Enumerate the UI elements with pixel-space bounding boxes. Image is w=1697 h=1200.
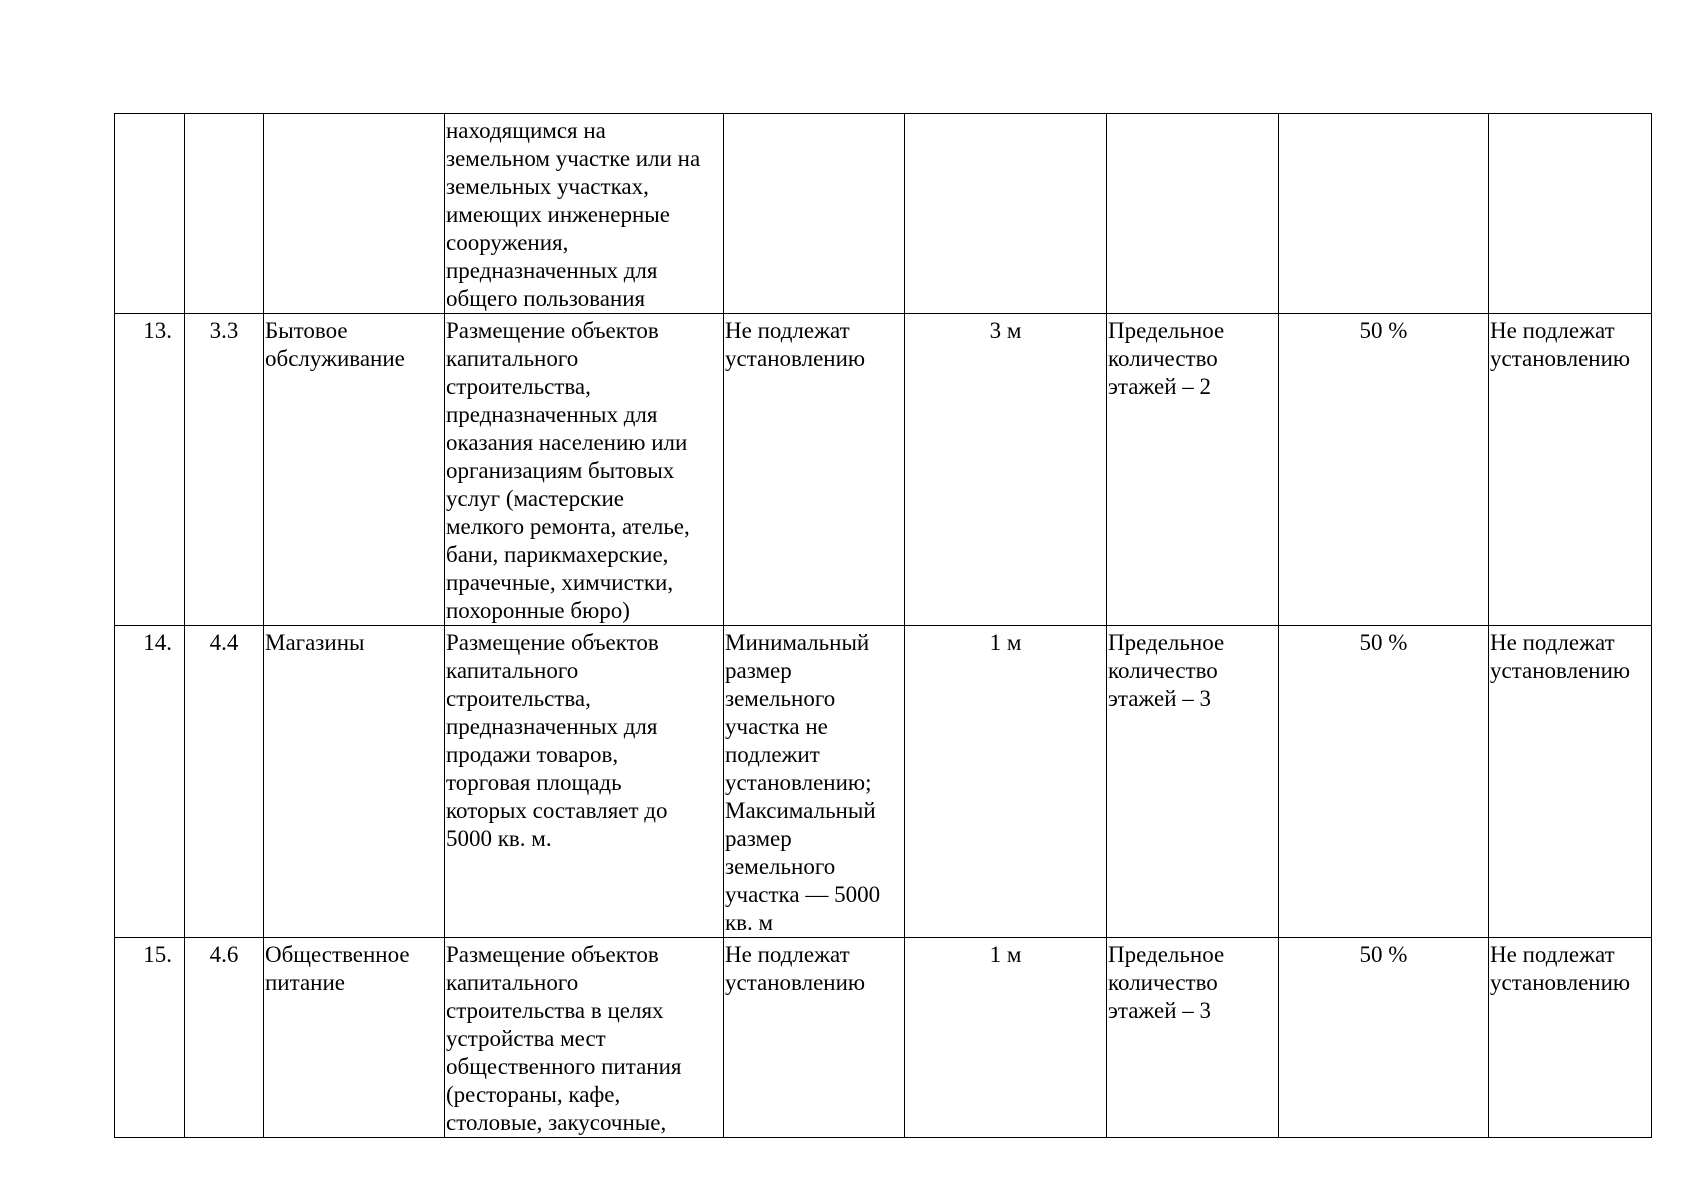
table-row (115, 938, 1652, 1138)
use-code-cell (185, 114, 264, 314)
coverage-cell: 50 % (1279, 626, 1489, 938)
use-name-cell: Бытовое обслуживание (264, 314, 445, 626)
use-description-cell: Размещение объектов капитального строительства, предназначенных для оказания населению или организациям бытовых услуг (мастерские мелкого ремонта, ателье, бани, парикмахерские, прачечные, химчистки, похоронные бюро) (445, 314, 724, 626)
floors-cell: Предельное количество этажей – 2 (1107, 314, 1279, 626)
use-name-cell (264, 114, 445, 314)
plot-size-cell: Минимальный размер земельного участка не подлежит установлению; Максимальный размер земельного участка — 5000 кв. м (724, 626, 905, 938)
row-number-cell (115, 114, 185, 314)
table-row (115, 626, 1652, 938)
other-params-cell: Не подлежат установлению (1489, 314, 1652, 626)
use-name-cell: Общественное питание (264, 938, 445, 1138)
other-params-cell: Не подлежат установлению (1489, 626, 1652, 938)
plot-size-cell (724, 114, 905, 314)
floors-cell (1107, 114, 1279, 314)
setback-cell (905, 114, 1107, 314)
other-params-cell (1489, 114, 1652, 314)
plot-size-cell: Не подлежат установлению (724, 938, 905, 1138)
use-code-cell: 3.3 (185, 314, 264, 626)
land-use-table (114, 113, 1652, 1138)
use-name-cell: Магазины (264, 626, 445, 938)
use-code-cell: 4.6 (185, 938, 264, 1138)
setback-cell: 3 м (905, 314, 1107, 626)
floors-cell: Предельное количество этажей – 3 (1107, 626, 1279, 938)
use-description-cell: Размещение объектов капитального строительства в целях устройства мест общественного питания (рестораны, кафе, столовые, закусочные, (445, 938, 724, 1138)
floors-cell: Предельное количество этажей – 3 (1107, 938, 1279, 1138)
coverage-cell (1279, 114, 1489, 314)
plot-size-cell: Не подлежат установлению (724, 314, 905, 626)
use-description-cell: находящимся на земельном участке или на земельных участках, имеющих инженерные сооружения, предназначенных для общего пользования (445, 114, 724, 314)
use-code-cell: 4.4 (185, 626, 264, 938)
row-number-cell: 13. (115, 314, 185, 626)
table-row (115, 114, 1652, 314)
other-params-cell: Не подлежат установлению (1489, 938, 1652, 1138)
row-number-cell: 14. (115, 626, 185, 938)
use-description-cell: Размещение объектов капитального строительства, предназначенных для продажи товаров, торговая площадь которых составляет до 5000 кв. м. (445, 626, 724, 938)
table-row (115, 314, 1652, 626)
coverage-cell: 50 % (1279, 938, 1489, 1138)
coverage-cell: 50 % (1279, 314, 1489, 626)
setback-cell: 1 м (905, 626, 1107, 938)
setback-cell: 1 м (905, 938, 1107, 1138)
row-number-cell: 15. (115, 938, 185, 1138)
